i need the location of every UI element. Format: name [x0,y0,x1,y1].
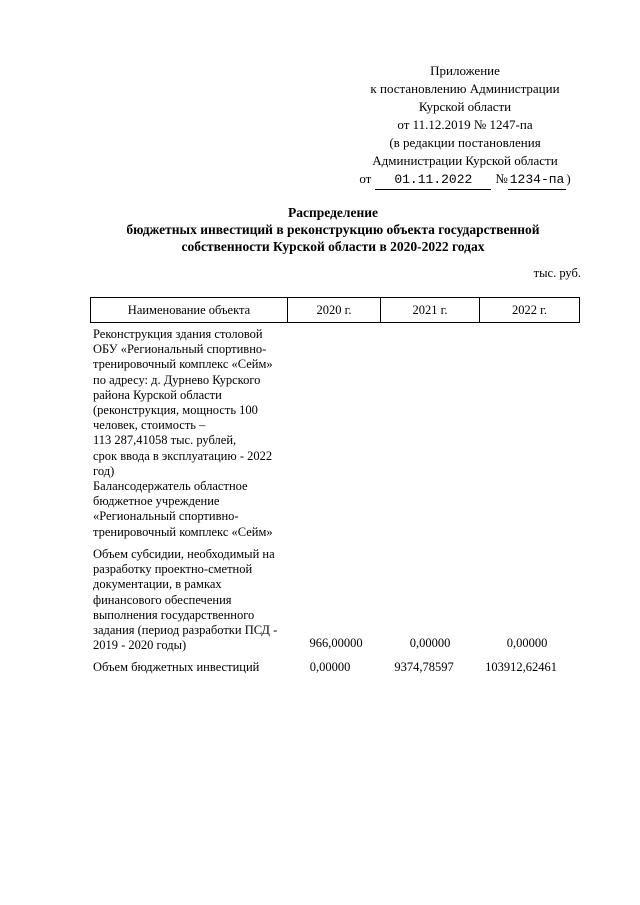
amendment-number: 1234-па [508,171,567,190]
unit-label: тыс. руб. [533,266,581,280]
header-2021: 2021 г. [381,298,480,323]
investment-2021: 9374,78597 [394,660,454,674]
row-label-line: финансового обеспечения [93,592,232,607]
investment-2022: 103912,62461 [485,660,557,674]
header-object-name: Наименование объекта [91,298,288,323]
amendment-close: ) [566,171,571,186]
desc-line: год) [93,463,115,478]
desc-line: по адресу: д. Дурнево Курского [93,372,261,387]
desc-line: 113 287,41058 тыс. рублей, [93,433,237,448]
annex-line: (в редакции постановления [389,135,541,150]
row-label-line: документации, в рамках [93,577,222,592]
header-2020: 2020 г. [288,298,381,323]
annex-line: от 11.12.2019 № 1247-па [397,117,533,132]
row-subsidy-label [93,547,288,653]
ot-prefix: от [359,171,372,186]
row-label-line: задания (период разработки ПСД - [93,623,278,638]
desc-line: (реконструкция, мощность 100 [93,403,258,418]
desc-line: ОБУ «Региональный спортивно- [93,342,267,357]
row-label-line: разработку проектно-сметной [93,562,253,577]
annex-line: Администрации Курской области [372,153,558,168]
subsidy-2022: 0,00000 [506,636,548,650]
annex-line: Приложение [430,63,500,78]
amendment-number-sign: № [495,171,508,186]
document-title [60,204,606,255]
title-line: собственности Курской области в 2020-2022 годах [181,239,485,254]
object-description [93,327,288,540]
desc-line: «Региональный спортивно- [93,509,239,524]
investment-2020: 0,00000 [309,660,351,674]
table-header [90,297,580,323]
desc-line: тренировочный комплекс «Сейм» [93,357,273,372]
desc-line: Балансодержатель областное [93,479,248,494]
desc-line: срок ввода в эксплуатацию - 2022 [93,448,273,463]
row-label-line: выполнения государственного [93,607,255,622]
row-label-line: Объем субсидии, необходимый на [93,547,275,561]
desc-line: Реконструкция здания столовой [93,327,263,341]
desc-line: человек, стоимость – [93,418,206,433]
annex-line: Курской области [418,99,512,114]
header-2022: 2022 г. [480,298,580,323]
title-line: Распределение [287,205,379,220]
annex-line: к постановлению Администрации [370,81,560,96]
subsidy-2021: 0,00000 [409,636,451,650]
annex-block [340,62,590,190]
row-investment-label: Объем бюджетных инвестиций [93,660,260,674]
amendment-date: 01.11.2022 [375,171,491,190]
row-label-line: 2019 - 2020 годы) [93,638,187,653]
subsidy-2020: 966,00000 [309,636,363,650]
title-line: бюджетных инвестиций в реконструкцию объекта государственной [126,222,540,237]
amendment-line [340,170,590,190]
desc-line: тренировочный комплекс «Сейм» [93,524,273,539]
desc-line: района Курской области [93,387,222,402]
desc-line: бюджетное учреждение [93,494,220,509]
